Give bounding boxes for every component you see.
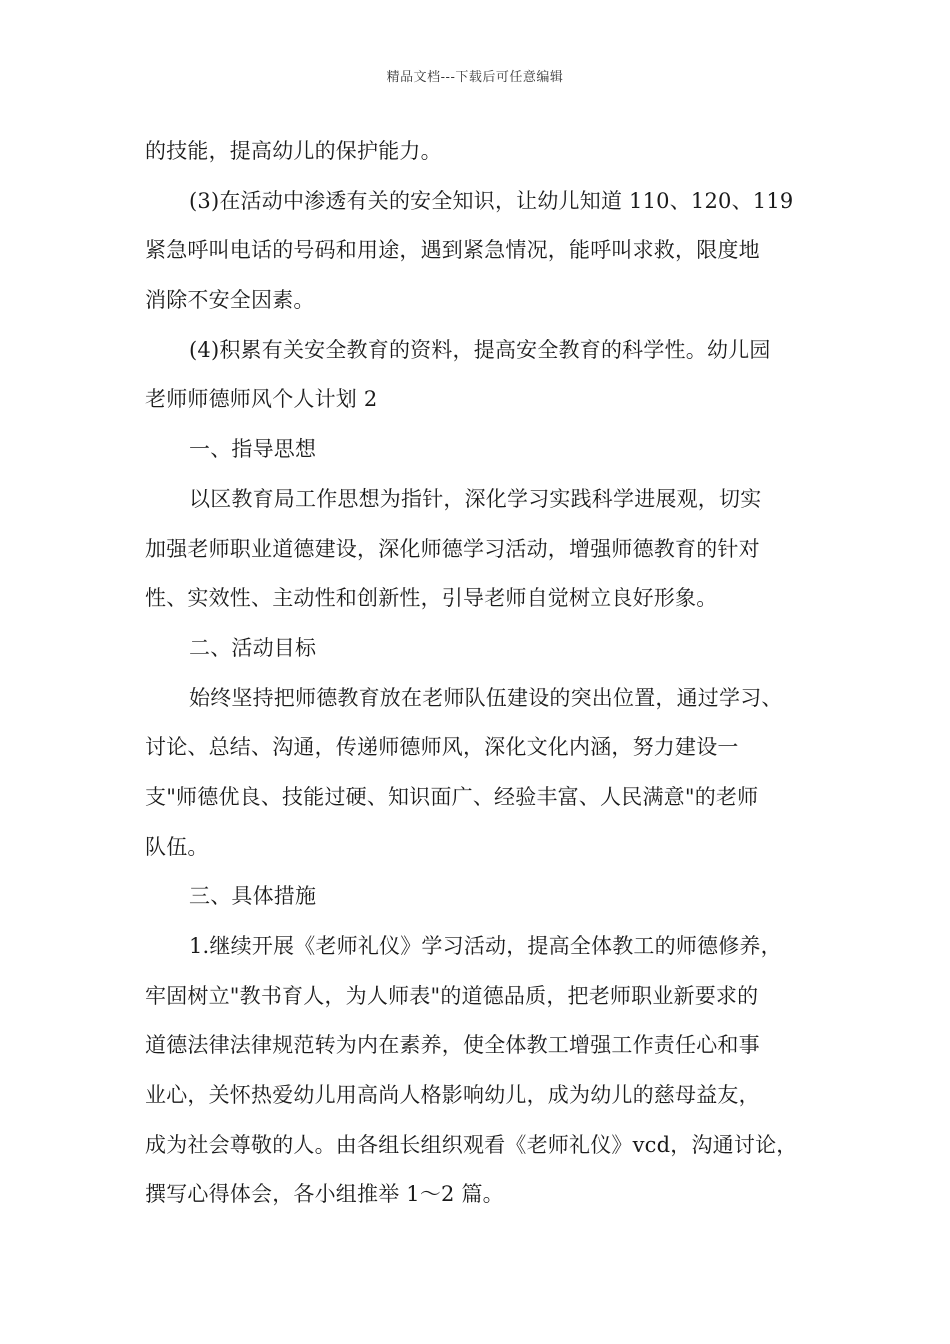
text-line: 成为社会尊敬的人。由各组长组织观看《老师礼仪》vcd，沟通讨论， — [145, 1132, 798, 1157]
text-line: 紧急呼叫电话的号码和用途，遇到紧急情况，能呼叫求救，限度地 — [145, 238, 760, 263]
text-line: 撰写心得体会，各小组推举 1～2 篇。 — [145, 1182, 504, 1207]
text-line: (4)积累有关安全教育的资料，提高安全教育的科学性。幼儿园 — [189, 337, 771, 362]
text-line: 老师师德师风个人计划 2 — [145, 387, 378, 412]
text-line: 始终坚持把师德教育放在老师队伍建设的突出位置，通过学习、 — [189, 685, 783, 710]
text-line: 队伍。 — [145, 834, 209, 859]
text-line: 以区教育局工作思想为指针，深化学习实践科学进展观，切实 — [189, 486, 762, 511]
text-line: 性、实效性、主动性和创新性，引导老师自觉树立良好形象。 — [145, 586, 718, 611]
text-line: 加强老师职业道德建设，深化师德学习活动，增强师德教育的针对 — [145, 536, 760, 561]
text-line: 牢固树立"教书育人，为人师表"的道德品质，把老师职业新要求的 — [145, 983, 759, 1008]
document-body — [145, 127, 825, 1220]
text-line: (3)在活动中渗透有关的安全知识，让幼儿知道 110、120、119 — [189, 188, 794, 213]
text-line: 消除不安全因素。 — [145, 288, 315, 313]
text-line: 道德法律法律规范转为内在素养，使全体教工增强工作责任心和事 — [145, 1033, 760, 1058]
section-heading: 二、活动目标 — [189, 635, 317, 660]
page-header: 精品文档---下载后可任意编辑 — [386, 70, 564, 85]
text-line: 支"师德优良、技能过硬、知识面广、经验丰富、人民满意"的老师 — [145, 784, 759, 809]
text-line: 讨论、总结、沟通，传递师德师风，深化文化内涵，努力建设一 — [145, 735, 739, 760]
section-heading: 三、具体措施 — [189, 884, 317, 909]
text-line: 的技能，提高幼儿的保护能力。 — [145, 139, 442, 163]
text-line: 业心，关怀热爱幼儿用高尚人格影响幼儿，成为幼儿的慈母益友， — [145, 1083, 760, 1108]
text-line: 1.继续开展《老师礼仪》学习活动，提高全体教工的师德修养， — [189, 934, 782, 958]
section-heading: 一、指导思想 — [189, 437, 317, 462]
